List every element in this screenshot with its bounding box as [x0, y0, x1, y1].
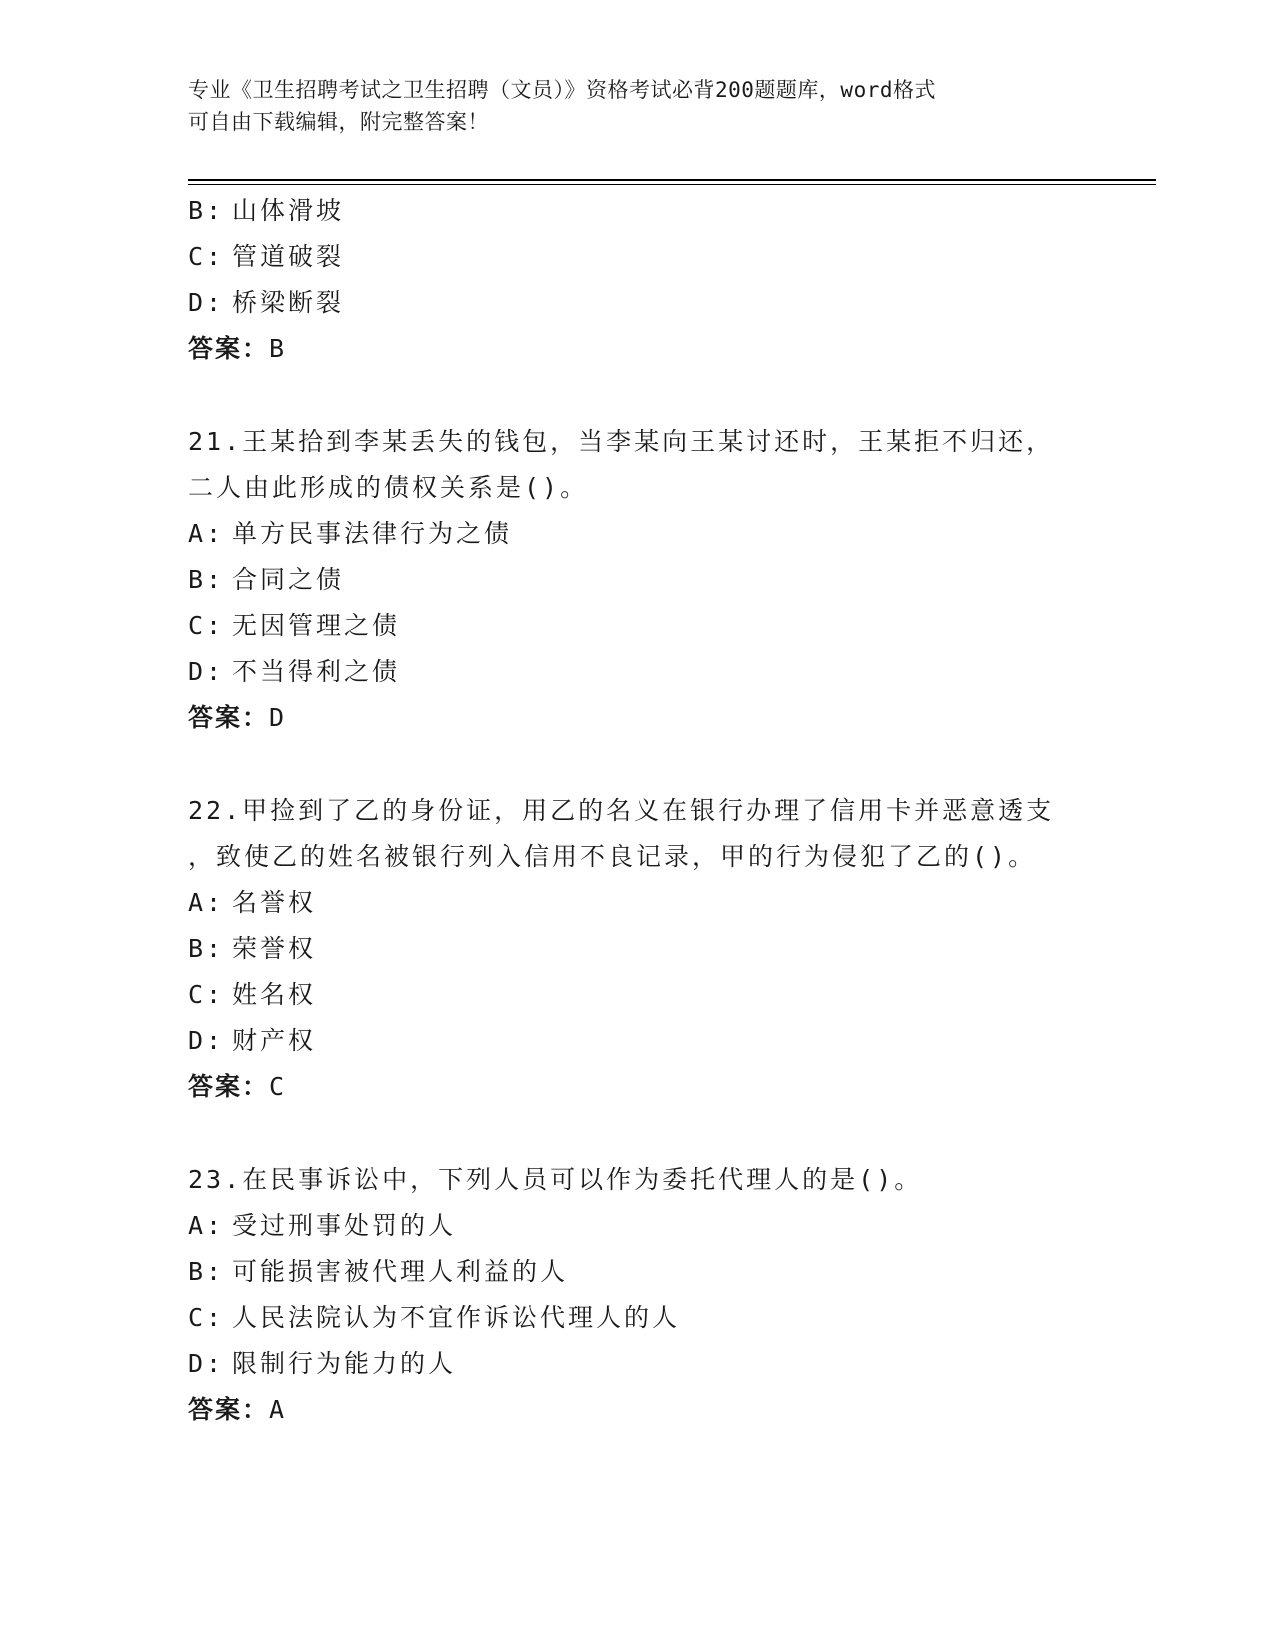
question-stem [188, 788, 1088, 880]
option-label: B: [188, 1257, 225, 1286]
question-stem-line-2: ，致使乙的姓名被银行列入信用不良记录，甲的行为侵犯了乙的()。 [188, 842, 1037, 871]
question-23 [188, 1157, 1088, 1433]
answer-label: 答案： [188, 334, 270, 363]
answer-label: 答案： [188, 703, 270, 732]
option-text: 受过刑事处罚的人 [232, 1211, 457, 1240]
option-label: D: [188, 1026, 225, 1055]
option-d [188, 280, 1088, 326]
option-c [188, 972, 1088, 1018]
option-label: A: [188, 1211, 225, 1240]
option-text: 山体滑坡 [232, 196, 345, 225]
option-c [188, 234, 1088, 280]
option-text: 限制行为能力的人 [232, 1349, 457, 1378]
option-text: 管道破裂 [232, 242, 345, 271]
question-fragment [188, 188, 1088, 372]
answer-value: D [269, 703, 287, 732]
option-label: A: [188, 519, 225, 548]
option-text: 财产权 [232, 1026, 317, 1055]
header-line-1: 专业《卫生招聘考试之卫生招聘（文员）》资格考试必背200题题库，word格式 [188, 78, 936, 102]
option-d [188, 1341, 1088, 1387]
question-21 [188, 419, 1088, 741]
question-22 [188, 788, 1088, 1110]
option-text: 无因管理之债 [232, 611, 401, 640]
option-b [188, 926, 1088, 972]
option-label: C: [188, 611, 225, 640]
option-d [188, 1018, 1088, 1064]
answer-value: B [269, 334, 287, 363]
option-text: 不当得利之债 [232, 657, 401, 686]
document-header [188, 74, 1088, 138]
option-label: C: [188, 242, 225, 271]
option-b [188, 1249, 1088, 1295]
header-line-2: 可自由下载编辑，附完整答案！ [188, 110, 489, 134]
question-stem-line-2: 二人由此形成的债权关系是()。 [188, 473, 589, 502]
question-stem [188, 1157, 1088, 1203]
question-stem [188, 419, 1088, 511]
header-divider-thin [188, 184, 1156, 185]
option-text: 名誉权 [232, 888, 317, 917]
question-stem-line-1: 21.王某拾到李某丢失的钱包，当李某向王某讨还时，王某拒不归还， [188, 427, 1055, 456]
option-text: 姓名权 [232, 980, 317, 1009]
answer-line [188, 695, 1088, 741]
option-b [188, 188, 1088, 234]
option-label: D: [188, 657, 225, 686]
option-label: D: [188, 288, 225, 317]
option-label: B: [188, 934, 225, 963]
answer-value: C [269, 1072, 287, 1101]
option-label: C: [188, 1303, 225, 1332]
answer-line [188, 1064, 1088, 1110]
option-c [188, 603, 1088, 649]
option-c [188, 1295, 1088, 1341]
question-content [188, 188, 1088, 1433]
option-d [188, 649, 1088, 695]
option-text: 可能损害被代理人利益的人 [232, 1257, 569, 1286]
header-divider-thick [188, 179, 1156, 181]
option-text: 单方民事法律行为之债 [232, 519, 513, 548]
option-text: 桥梁断裂 [232, 288, 345, 317]
answer-line [188, 326, 1088, 372]
option-label: B: [188, 196, 225, 225]
answer-label: 答案： [188, 1395, 270, 1424]
option-label: B: [188, 565, 225, 594]
option-b [188, 557, 1088, 603]
question-stem-line-1: 22.甲捡到了乙的身份证，用乙的名义在银行办理了信用卡并恶意透支 [188, 796, 1055, 825]
option-label: C: [188, 980, 225, 1009]
question-stem-line-1: 23.在民事诉讼中，下列人员可以作为委托代理人的是()。 [188, 1165, 923, 1194]
option-text: 合同之债 [232, 565, 345, 594]
answer-line [188, 1387, 1088, 1433]
answer-label: 答案： [188, 1072, 270, 1101]
option-text: 人民法院认为不宜作诉讼代理人的人 [232, 1303, 681, 1332]
option-a [188, 511, 1088, 557]
answer-value: A [269, 1395, 287, 1424]
option-a [188, 1203, 1088, 1249]
option-text: 荣誉权 [232, 934, 317, 963]
option-label: D: [188, 1349, 225, 1378]
option-a [188, 880, 1088, 926]
option-label: A: [188, 888, 225, 917]
